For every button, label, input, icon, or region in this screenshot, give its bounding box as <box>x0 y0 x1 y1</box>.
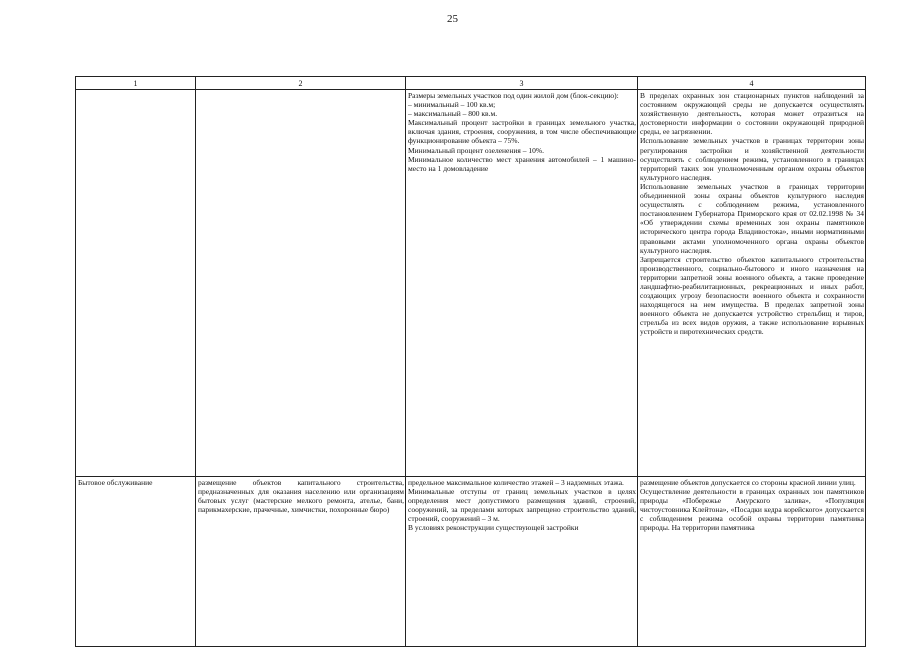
column-header-1: 1 <box>76 77 196 90</box>
table-row-2-col-4 <box>638 477 866 647</box>
table-header-row <box>76 77 866 90</box>
column-header-3: 3 <box>406 77 638 90</box>
paragraph: В условиях реконструкции существующей застройки <box>408 523 579 533</box>
page-number: 25 <box>447 13 458 25</box>
cell-paragraphs <box>406 90 637 173</box>
paragraph: Использование земельных участков в границах территории объединенной зоны охраны объектов культурного наследия осуществлять с соблюдением режима, установленного постановлением Губернатора Приморского края от 02.02.1998 № 34 «Об утверждении схемы временных зон охраны памятников исторического центра города Владивостока», иными нормативными правовыми актами уполномоченного органа охраны объектов культурного наследия. <box>640 181 864 255</box>
paragraph: В пределах охранных зон стационарных пунктов наблюдений за состоянием окружающей среды не допускается осуществлять хозяйственную деятельность, которая может отразиться на достоверности информации о состоянии окружающей природной среды, ее загрязнении. <box>640 91 864 137</box>
cell-text <box>76 90 195 91</box>
cell-text <box>196 90 405 91</box>
paragraph: размещение объектов допускается со стороны красной линии улиц. <box>640 478 856 487</box>
table-row-2-col-3 <box>406 477 638 647</box>
table-row-1-col-1 <box>76 90 196 477</box>
paragraph: Минимальные отступы от границ земельных участков в целях определения мест допустимого размещения зданий, строений, сооружений, за пределами которых запрещено строительство зданий, строений, сооружений – 3 м. <box>408 487 636 524</box>
paragraph: Минимальный процент озеленения – 10%. <box>408 145 544 155</box>
paragraph: Размеры земельных участков под один жилой дом (блок-секцию): <box>408 91 619 100</box>
paragraph: – максимальный – 800 кв.м. <box>408 109 498 119</box>
table-row-2-col-2 <box>196 477 406 647</box>
regulations-table <box>75 76 866 647</box>
table-row-1-col-4 <box>638 90 866 477</box>
table-row-1-col-2 <box>196 90 406 477</box>
paragraph: Использование земельных участков в границах территории зоны регулирования застройки и хозяйственной деятельности осуществлять с соблюдением режима, установленного в границах территорий таких зон уполномоченным органом охраны объектов культурного наследия. <box>640 136 864 182</box>
paragraph: предельное максимальное количество этажей – 3 надземных этажа. <box>408 478 624 487</box>
paragraph: Максимальный процент застройки в границах земельного участка, включая здания, строения, сооружения, в том числе обеспечивающие функционирование объекта – 75%. <box>408 118 636 146</box>
paragraph: Запрещается строительство объектов капитального строительства производственного, социально-бытового и иного назначения на территории запретной зоны военного объекта, а также проведение ландшафтно-реабилитационных, рекреационных и иных работ, создающих угрозу безопасности военного объекта и сохранности находящегося на нем имущества. В пределах запретной зоны военного объекта не допускается устройство стрельбищ и тиров, стрельба из всех видов оружия, а также использование взрывных устройств и пиротехнических средств. <box>640 254 864 337</box>
cell-paragraphs <box>638 90 865 337</box>
paragraph: Минимальное количество мест хранения автомобилей – 1 машино-место на 1 домовладение <box>408 154 636 173</box>
cell-text: Бытовое обслуживание <box>78 478 153 487</box>
paragraph: – минимальный – 100 кв.м; <box>408 100 496 110</box>
column-header-4: 4 <box>638 77 866 90</box>
paragraph: Осуществление деятельности в границах охранных зон памятников природы «Побережье Амурского залива», «Популяция чистоустовника Клейтона», «Посадки кедра корейского» допускается с соблюдением режима особой охраны территории памятника природы. На территории памятника <box>640 487 864 533</box>
table-row-1-col-3 <box>406 90 638 477</box>
cell-paragraphs <box>638 477 865 533</box>
column-header-2: 2 <box>196 77 406 90</box>
cell-text: размещение объектов капитального строительства, предназначенных для оказания населению или организациям бытовых услуг (мастерские мелкого ремонта, ателье, бани, парикмахерские, прачечные, химчистки, похоронные бюро) <box>198 478 404 515</box>
cell-paragraphs <box>406 477 637 533</box>
table-row-2-col-1 <box>76 477 196 647</box>
